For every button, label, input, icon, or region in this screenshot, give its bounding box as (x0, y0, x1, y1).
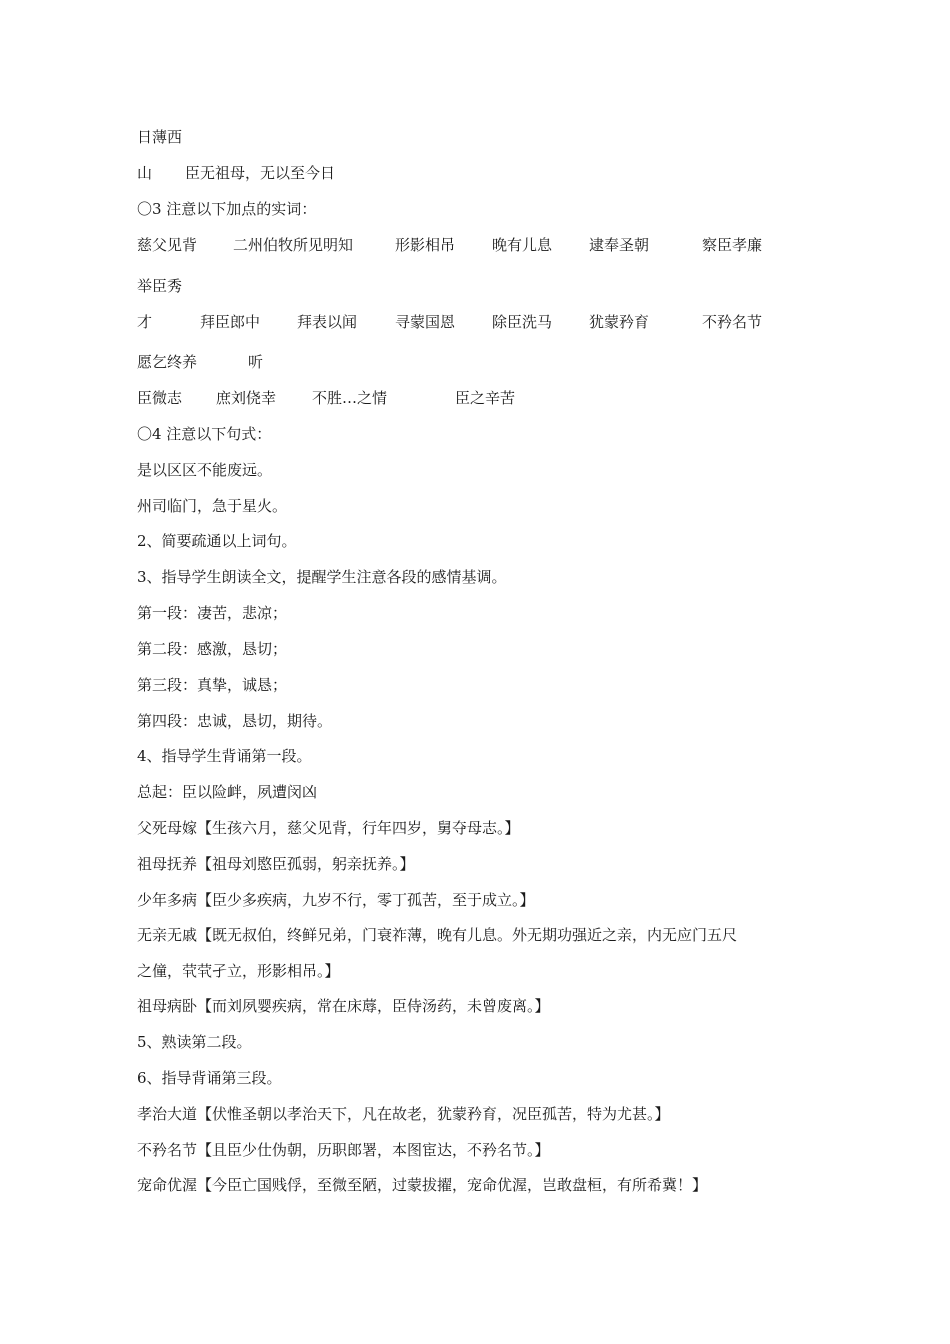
text-line: 日薄西 (137, 128, 183, 146)
word-item: 臣之辛苦 (455, 389, 516, 407)
text-line: 第二段：感激，恳切； (137, 640, 288, 658)
word-item: 不胜…之情 (312, 389, 388, 407)
text-line (0, 163, 950, 183)
step-heading: 6、指导背诵第三段。 (137, 1069, 282, 1087)
text-line: 州司临门，急于星火。 (137, 497, 288, 515)
word-item: 二州伯牧所见明知 (233, 236, 354, 254)
step-heading: 5、熟读第二段。 (137, 1033, 252, 1051)
word-item: 愿乞终养 (137, 353, 198, 371)
text-line: 之僮，茕茕孑立，形影相吊。】 (137, 962, 340, 980)
text-line: 第四段：忠诚，恳切，期待。 (137, 712, 333, 730)
word-item: 犹蒙矜育 (589, 313, 650, 331)
text-line: 第一段：凄苦，悲凉； (137, 604, 288, 622)
section-heading: 〇4 注意以下句式： (137, 425, 272, 443)
text-line: 总起：臣以险衅，夙遭闵凶 (137, 783, 318, 801)
text-line: 父死母嫁【生孩六月，慈父见背，行年四岁，舅夺母志。】 (137, 819, 520, 837)
text-line: 无亲无戚【既无叔伯，终鲜兄弟，门衰祚薄，晚有儿息。外无期功强近之亲，内无应门五尺 (137, 926, 738, 944)
step-heading: 4、指导学生背诵第一段。 (137, 747, 312, 765)
text-line: 不矜名节【且臣少仕伪朝，历职郎署，本图宦达，不矜名节。】 (137, 1141, 550, 1159)
word-item: 晚有儿息 (492, 236, 553, 254)
text-line: 孝治大道【伏惟圣朝以孝治天下，凡在故老，犹蒙矜育，况臣孤苦，特为尤甚。】 (137, 1105, 670, 1123)
word-item: 慈父见背 (137, 236, 198, 254)
word-item: 拜臣郎中 (200, 313, 261, 331)
word-item: 臣微志 (137, 389, 183, 407)
word-list-row (0, 312, 950, 332)
word-list-row (0, 235, 950, 255)
word-item: 不矜名节 (702, 313, 763, 331)
word-item: 除臣洗马 (492, 313, 553, 331)
text-line: 少年多病【臣少多疾病，九岁不行，零丁孤苦，至于成立。】 (137, 891, 535, 909)
word-item: 才 (137, 313, 153, 331)
word-item: 庶刘侥幸 (216, 389, 277, 407)
word-item: 逮奉圣朝 (589, 236, 650, 254)
text-line: 是以区区不能废远。 (137, 461, 273, 479)
text-line: 第三段：真挚，诚恳； (137, 676, 288, 694)
text-fragment: 山 (137, 164, 153, 182)
text-line: 祖母抚养【祖母刘愍臣孤弱，躬亲抚养。】 (137, 855, 415, 873)
word-list-row (0, 388, 950, 408)
step-heading: 3、指导学生朗读全文，提醒学生注意各段的感情基调。 (137, 568, 507, 586)
text-line: 举臣秀 (137, 277, 183, 295)
text-fragment: 臣无祖母，无以至今日 (185, 164, 336, 182)
word-item: 寻蒙国恩 (395, 313, 456, 331)
text-line: 宠命优渥【今臣亡国贱俘，至微至陋，过蒙拔擢，宠命优渥，岂敢盘桓，有所希冀！】 (137, 1176, 708, 1194)
text-line: 祖母病卧【而刘夙婴疾病，常在床蓐，臣侍汤药，未曾废离。】 (137, 997, 550, 1015)
word-item: 察臣孝廉 (702, 236, 763, 254)
section-heading: 〇3 注意以下加点的实词： (137, 200, 317, 218)
word-item: 拜表以闻 (297, 313, 358, 331)
word-list-row (0, 352, 950, 372)
step-heading: 2、简要疏通以上词句。 (137, 532, 297, 550)
word-item: 形影相吊 (395, 236, 456, 254)
word-item: 听 (248, 353, 264, 371)
